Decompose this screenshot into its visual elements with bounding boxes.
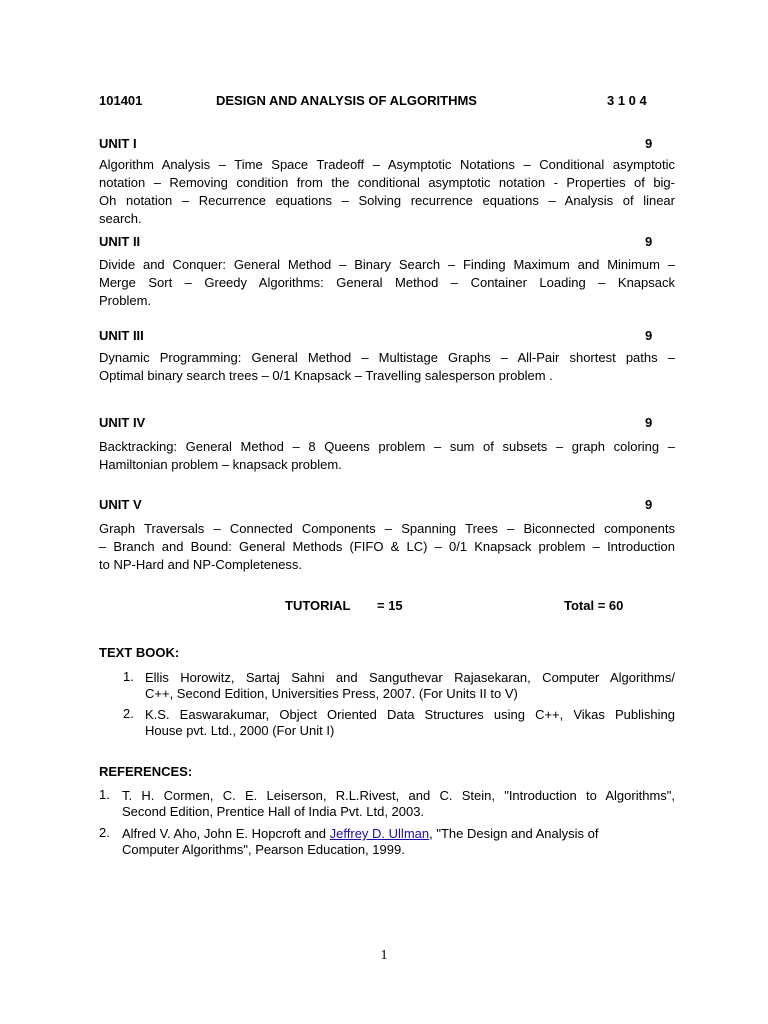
reference-item-line: Second Edition, Prentice Hall of India Pvt. Ltd, 2003.	[122, 804, 425, 819]
unit-4-hours: 9	[645, 415, 653, 430]
unit-2-line: Merge Sort – Greedy Algorithms: General Method – Container Loading – Knapsack	[99, 275, 675, 290]
unit-5-title: UNIT V	[99, 497, 142, 512]
unit-4-line: Hamiltonian problem – knapsack problem.	[99, 457, 342, 472]
unit-2-line: Problem.	[99, 293, 152, 308]
unit-5-line: – Branch and Bound: General Methods (FIFO & LC) – 0/1 Knapsack problem – Introduction	[99, 539, 675, 554]
tutorial-value: = 15	[377, 598, 403, 613]
unit-5-hours: 9	[645, 497, 653, 512]
reference-text: , "The Design and Analysis of	[429, 826, 599, 841]
textbook-heading: TEXT BOOK:	[99, 645, 180, 660]
unit-2-line: Divide and Conquer: General Method – Binary Search – Finding Maximum and Minimum –	[99, 257, 675, 272]
unit-1-hours: 9	[645, 136, 653, 151]
total-hours: Total = 60	[564, 598, 624, 613]
unit-1-line: search.	[99, 211, 142, 226]
reference-item-line: T. H. Cormen, C. E. Leiserson, R.L.Rivest, and C. Stein, "Introduction to Algorithms",	[122, 788, 675, 803]
unit-3-hours: 9	[645, 328, 653, 343]
unit-1-title: UNIT I	[99, 136, 137, 151]
course-credits: 3 1 0 4	[607, 93, 647, 108]
textbook-item-line: C++, Second Edition, Universities Press, 2007. (For Units II to V)	[145, 686, 518, 701]
unit-3-line: Dynamic Programming: General Method – Multistage Graphs – All-Pair shortest paths –	[99, 350, 675, 365]
textbook-item-line: House pvt. Ltd., 2000 (For Unit I)	[145, 723, 335, 738]
textbook-item-number: 2.	[123, 706, 134, 721]
unit-1-line: Oh notation – Recurrence equations – Solving recurrence equations – Analysis of linear	[99, 193, 675, 208]
unit-2-hours: 9	[645, 234, 653, 249]
unit-1-line: notation – Removing condition from the conditional asymptotic notation - Properties of big-	[99, 175, 675, 190]
reference-item-number: 1.	[99, 787, 110, 802]
textbook-item-line: K.S. Easwarakumar, Object Oriented Data Structures using C++, Vikas Publishing	[145, 707, 675, 722]
ullman-link[interactable]: Jeffrey D. Ullman	[329, 826, 430, 841]
unit-5-line: Graph Traversals – Connected Components – Spanning Trees – Biconnected components	[99, 521, 675, 536]
unit-1-line: Algorithm Analysis – Time Space Tradeoff – Asymptotic Notations – Conditional asymptotic	[99, 157, 675, 172]
page-number: 1	[380, 948, 388, 963]
unit-3-title: UNIT III	[99, 328, 144, 343]
unit-3-line: Optimal binary search trees – 0/1 Knapsack – Travelling salesperson problem .	[99, 368, 553, 383]
tutorial-label: TUTORIAL	[285, 598, 351, 613]
reference-item-number: 2.	[99, 825, 110, 840]
reference-text: Alfred V. Aho, John E. Hopcroft and	[122, 826, 330, 841]
course-code: 101401	[99, 93, 143, 108]
unit-2-title: UNIT II	[99, 234, 141, 249]
reference-item-line: Computer Algorithms", Pearson Education, 1999.	[122, 842, 405, 857]
unit-4-line: Backtracking: General Method – 8 Queens problem – sum of subsets – graph coloring –	[99, 439, 675, 454]
textbook-item-number: 1.	[123, 669, 134, 684]
textbook-item-line: Ellis Horowitz, Sartaj Sahni and Sanguthevar Rajasekaran, Computer Algorithms/	[145, 670, 675, 685]
references-heading: REFERENCES:	[99, 764, 193, 779]
unit-4-title: UNIT IV	[99, 415, 146, 430]
course-title: DESIGN AND ANALYSIS OF ALGORITHMS	[216, 93, 477, 108]
unit-5-line: to NP-Hard and NP-Completeness.	[99, 557, 303, 572]
